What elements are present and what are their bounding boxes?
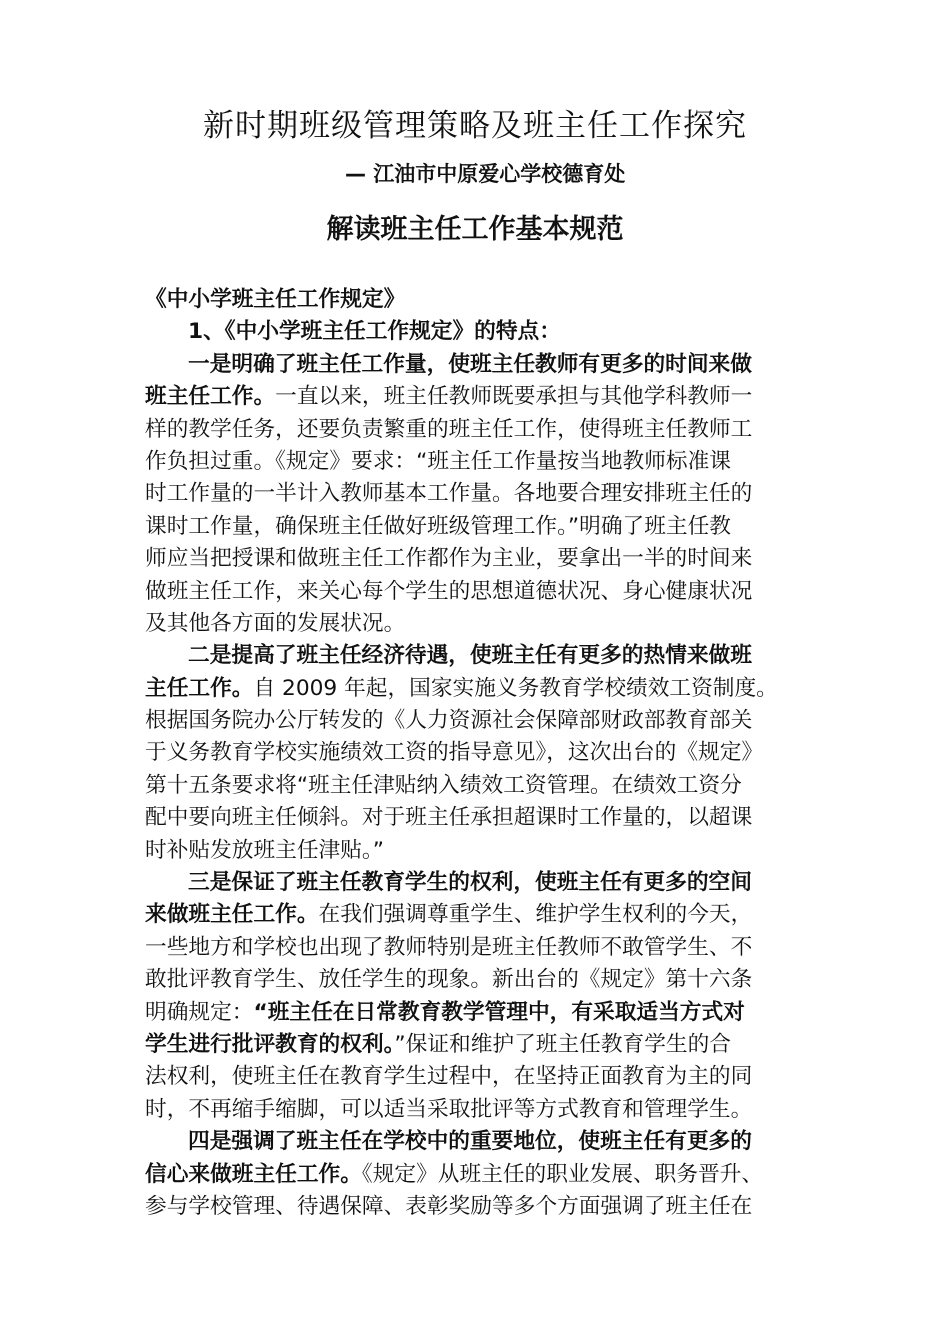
paragraph-line: 一是明确了班主任工作量，使班主任教师有更多的时间来做 <box>188 351 752 377</box>
paragraph-line: 来做班主任工作。在我们强调尊重学生、维护学生权利的今天， <box>145 902 753 928</box>
paragraph-line: 作负担过重。《规定》要求：“班主任工作量按当地教师标准课 <box>145 448 731 474</box>
regulation-title: 《中小学班主任工作规定》 <box>145 287 406 312</box>
paragraph-line: 主任工作。自 2009 年起，国家实施义务教育学校绩效工资制度。 <box>145 675 778 701</box>
paragraph-line: 做班主任工作，来关心每个学生的思想道德状况、身心健康状况 <box>145 578 753 604</box>
paragraph-line: 时，不再缩手缩脚，可以适当采取批评等方式教育和管理学生。 <box>145 1096 753 1122</box>
body-text <box>145 284 797 1223</box>
section-heading: 解读班主任工作基本规范 <box>326 214 624 245</box>
paragraph-line: 信心来做班主任工作。《规定》从班主任的职业发展、职务晋升、 <box>145 1161 764 1187</box>
paragraph-line: 班主任工作。一直以来，班主任教师既要承担与其他学科教师一 <box>145 384 753 410</box>
paragraph-line: 根据国务院办公厅转发的《人力资源社会保障部财政部教育部关 <box>145 708 753 734</box>
paragraph-line: 样的教学任务，还要负责繁重的班主任工作，使得班主任教师工 <box>145 416 753 442</box>
paragraph-line: 敢批评教育学生、放任学生的现象。新出台的《规定》第十六条 <box>145 967 753 993</box>
document-title: 新时期班级管理策略及班主任工作探究 <box>203 108 747 144</box>
paragraph-line: 时补贴发放班主任津贴。” <box>145 837 384 863</box>
point-heading: 1、《中小学班主任工作规定》的特点： <box>188 319 561 345</box>
paragraph-line: 配中要向班主任倾斜。对于班主任承担超课时工作量的，以超课 <box>145 805 753 831</box>
paragraph-line: 课时工作量，确保班主任做好班级管理工作。”明确了班主任教 <box>145 513 731 539</box>
paragraph-line: 二是提高了班主任经济待遇，使班主任有更多的热情来做班 <box>188 643 752 669</box>
paragraph-line: 法权利，使班主任在教育学生过程中，在坚持正面教育为主的同 <box>145 1064 753 1090</box>
paragraph-line: 师应当把授课和做班主任工作都作为主业，要拿出一半的时间来 <box>145 546 753 572</box>
paragraph-line: 明确规定：“班主任在日常教育教学管理中，有采取适当方式对 <box>145 999 745 1025</box>
paragraph-line: 三是保证了班主任教育学生的权利，使班主任有更多的空间 <box>188 870 752 896</box>
paragraph-line: 于义务教育学校实施绩效工资的指导意见》，这次出台的《规定》 <box>145 740 764 766</box>
paragraph-line: 学生进行批评教育的权利。”保证和维护了班主任教育学生的合 <box>145 1031 731 1057</box>
paragraph-line: 时工作量的一半计入教师基本工作量。各地要合理安排班主任的 <box>145 481 753 507</box>
paragraph-line: 第十五条要求将“班主任津贴纳入绩效工资管理。在绩效工资分 <box>145 772 742 798</box>
paragraph-line: 四是强调了班主任在学校中的重要地位，使班主任有更多的 <box>188 1129 752 1155</box>
document-subtitle: — 江油市中原爱心学校德育处 <box>345 162 626 186</box>
paragraph-line: 及其他各方面的发展状况。 <box>145 610 406 636</box>
paragraph-line: 一些地方和学校也出现了教师特别是班主任教师不敢管学生、不 <box>145 934 753 960</box>
paragraph-line: 参与学校管理、待遇保障、表彰奖励等多个方面强调了班主任在 <box>145 1193 753 1219</box>
